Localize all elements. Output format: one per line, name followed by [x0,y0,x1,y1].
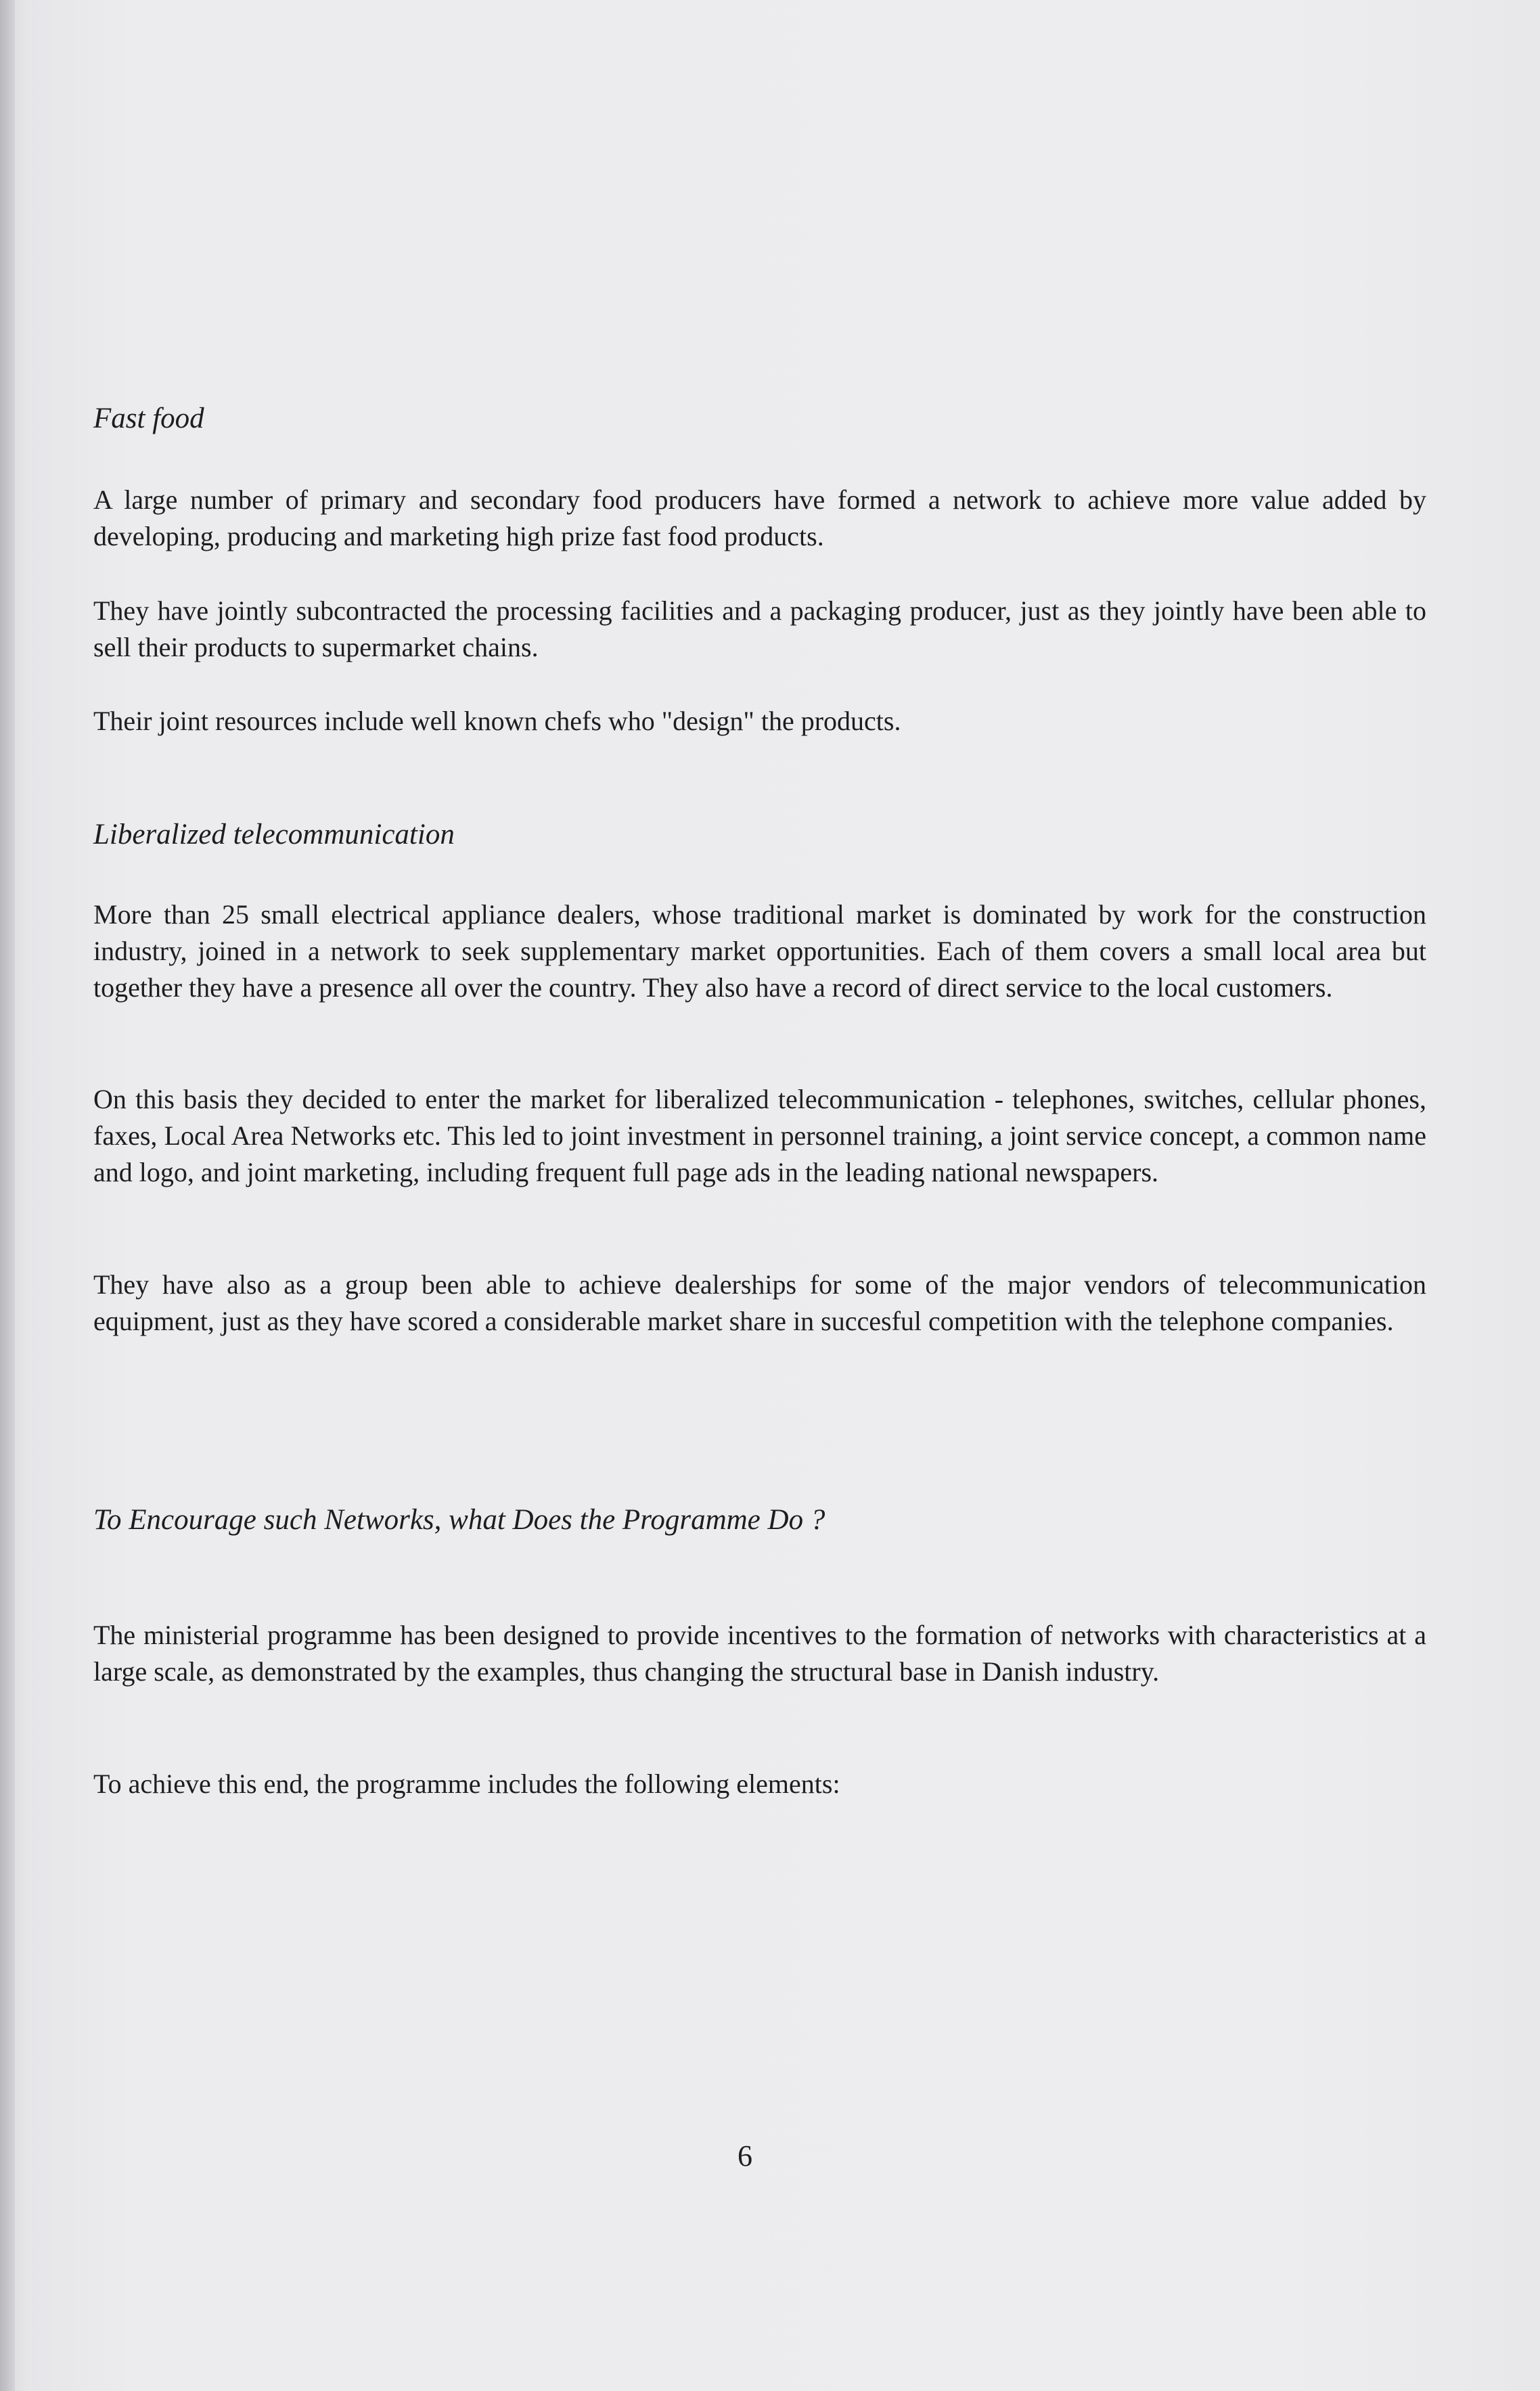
paragraph-fast-food-3: Their joint resources include well known chefs who "design" the products. [93,706,901,736]
paragraph-fast-food-2: They have jointly subcontracted the processing facilities and a packaging producer, just as they jointly have been able to sell their products to supermarket chains. [93,595,1426,662]
page-binding-edge [0,0,15,2391]
heading-fast-food: Fast food [93,403,204,434]
paragraph-telecom-1: More than 25 small electrical appliance dealers, whose traditional market is dominated by work for the construction industry, joined in a network to seek supplementary market opportunities. Each of them covers a small local area but together they have a presence all over the country. They also have a record of direct service to the local customers. [93,899,1426,1003]
paragraph-telecom-3: They have also as a group been able to achieve dealerships for some of the major vendors of telecommunication equipment, just as they have scored a considerable market share in succesful competition with the telephone companies. [93,1269,1426,1336]
paragraph-fast-food-1: A large number of primary and secondary food producers have formed a network to achieve more value added by developing, producing and marketing high prize fast food products. [93,484,1426,551]
paragraph-telecom-2: On this basis they decided to enter the market for liberalized telecommunication - telephones, switches, cellular phones, faxes, Local Area Networks etc. This led to joint investment in personnel training, a joint service concept, a common name and logo, and joint marketing, including frequent full page ads in the leading national newspapers. [93,1084,1426,1187]
heading-telecom: Liberalized telecommunication [93,819,455,850]
page-number: 6 [738,2139,752,2172]
heading-programme: To Encourage such Networks, what Does the Programme Do ? [93,1504,825,1536]
paragraph-programme-2: To achieve this end, the programme includes the following elements: [93,1769,840,1799]
paragraph-programme-1: The ministerial programme has been designed to provide incentives to the formation of networks with characteristics at a large scale, as demonstrated by the examples, thus changing the structural base in Danish industry. [93,1620,1426,1687]
